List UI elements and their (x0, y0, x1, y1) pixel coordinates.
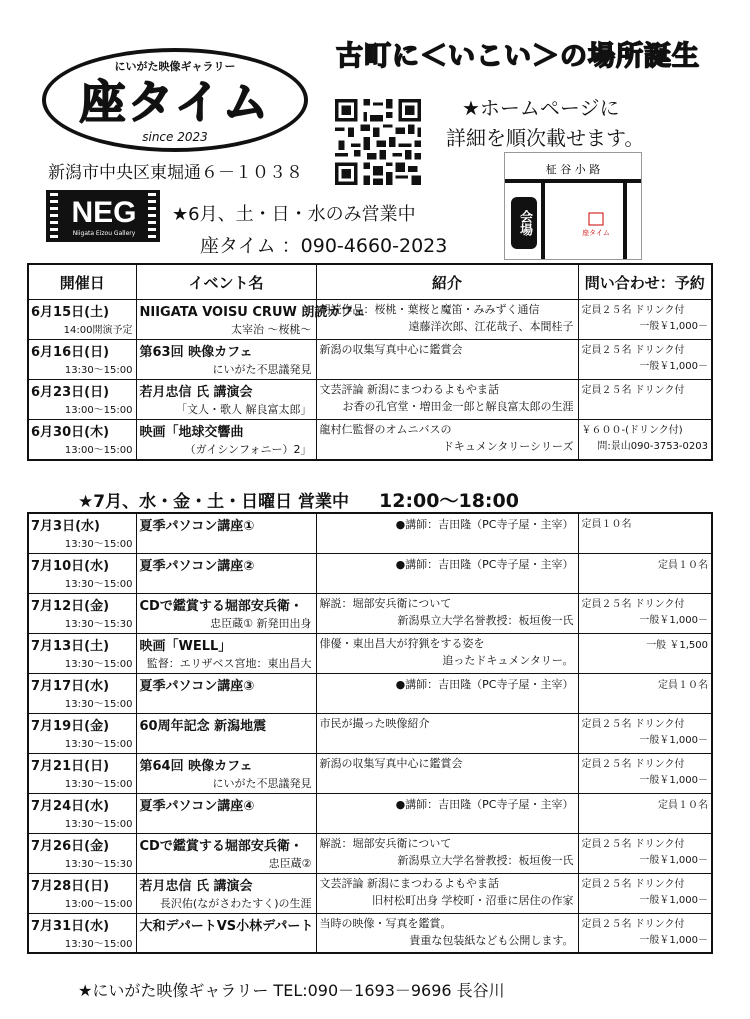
intro-line1: 文芸評論 新潟にまつわるよもやま話 (319, 383, 499, 396)
event-time: 13:30～15:00 (64, 698, 133, 710)
intro-line2: ●講師：吉田隆（PC寺子屋・主宰） (395, 797, 574, 811)
contact-line2: 定員１０名 (658, 559, 708, 571)
intro-cell (316, 553, 578, 593)
footer-contact: ★にいがた映像ギャラリー TEL:090－1693－9696 長谷川 (78, 981, 505, 1000)
intro-cell (316, 833, 578, 873)
event-subtitle: にいがた不思議発見 (212, 776, 312, 790)
event-title: 夏季パソコン講座③ (139, 678, 255, 694)
table-header (28, 264, 712, 300)
map-venue-label: 座タイム (582, 229, 610, 237)
intro-cell (316, 913, 578, 953)
intro-line1: 解説：堀部安兵衛について (319, 836, 452, 850)
contact-line2: 問:景山090-3753-0203 (597, 441, 708, 452)
event-date: 6月16日(日) (31, 345, 110, 360)
contact-line1: 定員２５名 ドリンク付 (581, 718, 685, 730)
contact-cell (578, 420, 712, 460)
phone-number: 座タイム ：090-4660-2023 (200, 235, 448, 257)
contact-cell (578, 300, 712, 340)
intro-cell (316, 753, 578, 793)
event-date: 7月12日(金) (31, 598, 110, 614)
date-cell (28, 380, 136, 420)
table-row (28, 753, 712, 793)
contact-cell (578, 913, 712, 953)
event-cell (136, 633, 316, 673)
event-cell (136, 873, 316, 913)
contact-line2: 一般￥1,000－ (639, 734, 708, 746)
event-subtitle: 「文人・歌人 解良富太郎」 (176, 403, 312, 416)
table-row (28, 420, 712, 460)
event-date: 7月21日(日) (31, 758, 110, 774)
event-subtitle: 太宰治 ～桜桃～ (231, 323, 312, 336)
map-venue-text: 会場 (517, 210, 532, 236)
intro-line2: 貴重な包装紙なども公開します。 (409, 933, 574, 947)
event-time: 13:30～15:00 (64, 578, 133, 590)
intro-line2: ●講師：吉田隆（PC寺子屋・主宰） (395, 518, 574, 531)
table-row (28, 913, 712, 953)
event-cell (136, 673, 316, 713)
intro-line1: 新潟の収集写真中心に鑑賞会 (319, 756, 463, 770)
contact-cell (578, 713, 712, 753)
neg-name: Niigata Eizou Gallery (72, 230, 136, 237)
contact-line1: 定員２５名 ドリンク付 (581, 878, 685, 890)
contact-line2: 一般￥1,000－ (639, 614, 708, 626)
intro-line2: ドキュメンタリーシリーズ (442, 440, 574, 453)
event-title: 大和デパートVS小林デパート (139, 918, 314, 934)
table-row (28, 300, 712, 340)
event-title: 第64回 映像カフェ (139, 758, 253, 774)
headline: 古町に＜いこい＞の場所誕生 (336, 41, 700, 72)
event-date: 7月28日(日) (31, 878, 110, 894)
logo-subtitle: にいがた映像ギャラリー (114, 60, 236, 73)
contact-cell (578, 833, 712, 873)
event-time: 13:30～15:30 (64, 618, 133, 630)
header-event: イベント名 (136, 264, 316, 300)
intro-cell (316, 793, 578, 833)
event-subtitle: 監督：エリザベス宮地：東出昌大 (146, 656, 312, 670)
event-cell (136, 300, 366, 340)
map-street-label: 柾 谷 小 路 (545, 163, 601, 176)
intro-line2: ●講師：吉田隆（PC寺子屋・主宰） (395, 677, 574, 691)
date-cell (28, 633, 136, 673)
access-map (504, 152, 642, 260)
date-cell (28, 873, 136, 913)
intro-line2: 追ったドキュメンタリー。 (442, 653, 574, 667)
contact-line2: 一般￥1,000－ (639, 934, 708, 946)
event-title: 若月忠信 氏 講演会 (139, 385, 253, 400)
event-date: 7月10日(水) (31, 558, 110, 574)
contact-cell (578, 553, 712, 593)
event-date: 6月23日(日) (31, 385, 110, 400)
event-cell (136, 713, 316, 753)
event-time: 13:00～15:00 (64, 405, 133, 416)
map-venue-badge (511, 197, 537, 249)
header-contact: 問い合わせ：予約 (578, 264, 712, 300)
header-date: 開催日 (28, 264, 136, 300)
contact-line2: 定員１０名 (658, 679, 708, 691)
contact-line2: 定員１０名 (658, 799, 708, 811)
contact-line1: 定員２５名 ドリンク付 (581, 385, 685, 396)
table-row (28, 713, 712, 753)
table-row (28, 673, 712, 713)
july-schedule-table (27, 512, 713, 954)
neg-logo (46, 190, 160, 242)
intro-cell (316, 713, 578, 753)
date-cell (28, 593, 136, 633)
july-hours (78, 486, 519, 513)
contact-cell (578, 633, 712, 673)
event-date: 7月26日(金) (31, 838, 110, 854)
event-cell (136, 420, 316, 460)
intro-cell (316, 673, 578, 713)
contact-cell (578, 380, 712, 420)
event-cell (136, 513, 316, 553)
intro-cell (316, 593, 578, 633)
intro-line1: 朗読作品：桜桃・葉桜と魔笛・みみずく通信 (319, 303, 540, 316)
table-row (28, 593, 712, 633)
contact-line2: 一般￥1,000－ (639, 854, 708, 866)
event-date: 7月19日(金) (31, 718, 110, 734)
intro-line1: 市民が撮った映像紹介 (319, 716, 430, 730)
intro-line2: 新潟県立大学名誉教授：板垣俊一氏 (397, 613, 574, 627)
date-cell (28, 513, 136, 553)
event-title: 若月忠信 氏 講演会 (139, 878, 253, 894)
date-cell (28, 753, 136, 793)
event-title: 夏季パソコン講座④ (139, 798, 255, 814)
neg-brand: NEG (71, 196, 137, 229)
date-cell (28, 833, 136, 873)
event-time: 13:30～15:00 (64, 658, 133, 670)
intro-line1: 新潟の収集写真中心に鑑賞会 (319, 343, 463, 356)
table-row (28, 513, 712, 553)
event-title: 夏季パソコン講座① (139, 519, 255, 534)
table-row (28, 873, 712, 913)
intro-line1: 解説：堀部安兵衛について (319, 596, 452, 610)
logo (42, 48, 308, 152)
contact-cell (578, 873, 712, 913)
event-time: 13:30～15:00 (64, 365, 133, 376)
july-hours-days: ★7月、水・金・土・日曜日 営業中 (78, 492, 349, 512)
event-cell (136, 593, 316, 633)
contact-cell (578, 513, 712, 553)
june-hours: ★6月、土・日・水のみ営業中 (172, 204, 416, 225)
contact-line1: 定員２５名 ドリンク付 (581, 758, 685, 770)
intro-line2: 新潟県立大学名誉教授：板垣俊一氏 (397, 853, 574, 867)
contact-line1: 定員２５名 ドリンク付 (581, 598, 685, 610)
intro-cell (316, 420, 578, 460)
event-date: 7月31日(水) (31, 918, 110, 934)
event-cell (136, 913, 316, 953)
contact-line2: 一般￥1,000－ (639, 321, 708, 332)
event-cell (136, 833, 316, 873)
table-row (28, 380, 712, 420)
event-date: 7月17日(水) (31, 678, 110, 694)
logo-since: since 2023 (142, 130, 208, 144)
date-cell (28, 300, 136, 340)
contact-cell (578, 593, 712, 633)
contact-line1: 定員２５名 ドリンク付 (581, 345, 685, 356)
contact-cell (578, 340, 712, 380)
event-subtitle: （ガイシンフォニー）2」 (184, 443, 312, 456)
event-time: 13:30～15:00 (64, 778, 133, 790)
intro-line2: ●講師：吉田隆（PC寺子屋・主宰） (395, 557, 574, 571)
header-intro: 紹介 (316, 264, 578, 300)
address: 新潟市中央区東堀通６－１０３８ (48, 163, 303, 183)
date-cell (28, 673, 136, 713)
contact-line1: ￥６００-(ドリンク付) (581, 425, 683, 436)
event-time: 13:30～15:00 (64, 539, 133, 550)
intro-line2: お香の孔官堂・増田金一郎と解良富太郎の生涯 (342, 400, 574, 413)
event-time: 13:00～15:00 (64, 445, 133, 456)
date-cell (28, 913, 136, 953)
event-subtitle: 長沢佑(ながさわたすく)の生涯 (159, 896, 312, 910)
contact-line2: 一般￥1,000－ (639, 361, 708, 372)
intro-line1: 俳優・東出昌大が狩猟をする姿を (319, 636, 485, 650)
event-cell (136, 340, 316, 380)
contact-line1: 定員２５名 ドリンク付 (581, 305, 685, 316)
event-title: 映画「地球交響曲 (139, 425, 244, 440)
event-title: CDで鑑賞する堀部安兵衛・ (139, 598, 303, 614)
date-cell (28, 420, 136, 460)
contact-cell (578, 793, 712, 833)
logo-title: 座タイム (79, 75, 271, 129)
event-date: 6月30日(木) (31, 425, 110, 440)
event-date: 6月15日(土) (31, 305, 110, 320)
contact-line1: 定員２５名 ドリンク付 (581, 838, 685, 850)
date-cell (28, 340, 136, 380)
contact-line1: 定員２５名 ドリンク付 (581, 918, 685, 930)
event-cell (136, 753, 316, 793)
contact-line2: 一般￥1,000－ (639, 774, 708, 786)
intro-cell (316, 380, 578, 420)
homepage-notice-line1: ★ホームページに (462, 96, 620, 120)
event-date: 7月13日(土) (31, 638, 110, 654)
contact-line1: 定員１０名 (581, 519, 632, 530)
event-subtitle: にいがた不思議発見 (212, 363, 312, 376)
intro-line1: 文芸評論 新潟にまつわるよもやま話 (319, 876, 499, 890)
july-hours-time: 12:00～18:00 (379, 490, 519, 512)
intro-line1: 当時の映像・写真を鑑賞。 (319, 916, 452, 930)
june-schedule-table (27, 263, 713, 461)
event-title: 夏季パソコン講座② (139, 558, 255, 574)
event-time: 13:30～15:00 (64, 818, 133, 830)
table-row (28, 340, 712, 380)
event-cell (136, 793, 316, 833)
event-time: 13:30～15:00 (64, 938, 133, 950)
intro-cell (316, 873, 578, 913)
contact-cell (578, 673, 712, 713)
table-row (28, 833, 712, 873)
date-cell (28, 793, 136, 833)
event-date: 7月3日(水) (31, 519, 100, 534)
event-title: 映画「WELL」 (139, 638, 232, 654)
contact-line2: 一般￥1,000－ (639, 894, 708, 906)
contact-cell (578, 753, 712, 793)
qr-code-icon[interactable] (332, 96, 424, 188)
event-subtitle: 忠臣蔵① 新発田出身 (210, 616, 312, 630)
event-time: 13:30～15:30 (64, 858, 133, 870)
date-cell (28, 713, 136, 753)
event-time: 14:00開演予定 (63, 325, 133, 336)
event-cell (136, 553, 316, 593)
event-title: NIIGATA VOISU CRUW 朗読カフェ (139, 305, 366, 320)
table-row (28, 553, 712, 593)
table-row (28, 633, 712, 673)
homepage-notice-line2: 詳細を順次載せます。 (446, 126, 645, 150)
intro-line1: 龍村仁監督のオムニバスの (319, 423, 452, 436)
intro-cell (316, 513, 578, 553)
event-title: CDで鑑賞する堀部安兵衛・ (139, 838, 303, 854)
contact-line2: 一般 ￥1,500 (646, 639, 708, 651)
intro-line2: 旧村松町出身 学校町・沼垂に居住の作家 (372, 893, 574, 907)
event-title: 60周年記念 新潟地震 (139, 718, 267, 734)
date-cell (28, 553, 136, 593)
intro-line2: 遠藤洋次郎、江花哉子、本間桂子 (408, 320, 574, 333)
event-subtitle: 忠臣蔵② (268, 856, 312, 870)
event-title: 第63回 映像カフェ (139, 345, 253, 360)
event-time: 13:00～15:00 (64, 898, 133, 910)
table-row (28, 793, 712, 833)
intro-cell (316, 633, 578, 673)
event-date: 7月24日(水) (31, 798, 110, 814)
event-cell (136, 380, 316, 420)
intro-cell (316, 340, 578, 380)
event-time: 13:30～15:00 (64, 738, 133, 750)
